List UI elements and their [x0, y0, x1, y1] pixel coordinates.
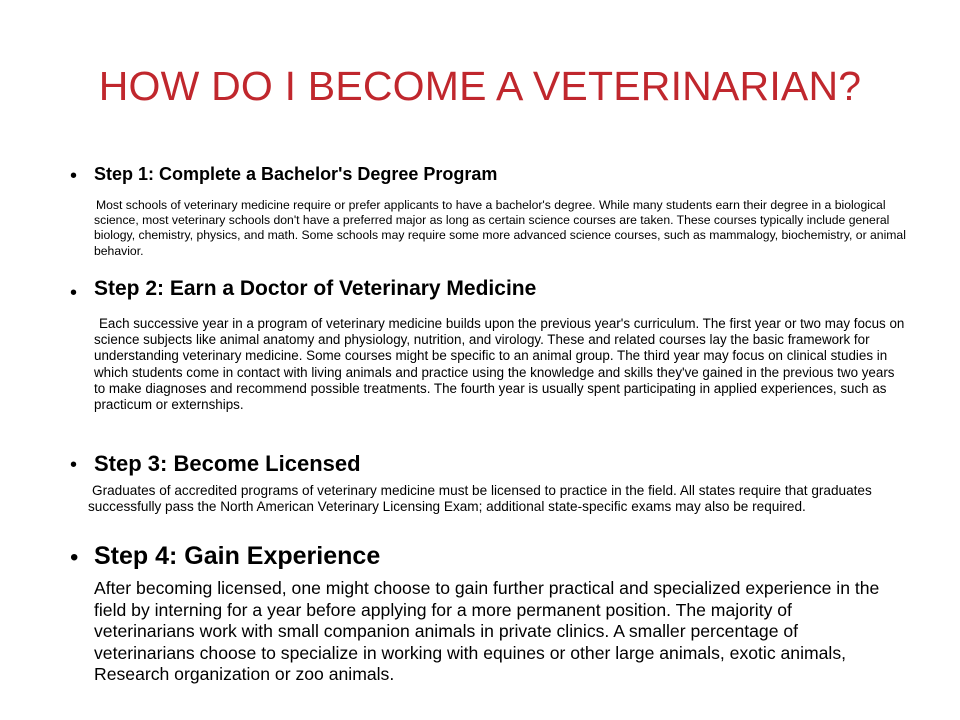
step-heading: Step 3: Become Licensed — [94, 451, 361, 476]
bullet-icon: • — [70, 165, 78, 187]
bullet-icon: • — [70, 282, 78, 304]
bullet-icon: • — [70, 454, 78, 476]
step-description — [94, 316, 909, 413]
step-description — [88, 483, 903, 515]
step-heading: Step 2: Earn a Doctor of Veterinary Medicine — [94, 277, 537, 300]
step-description-text: Each successive year in a program of veterinary medicine builds upon the previous year's curriculum. The first year or two may focus on science subjects like animal anatomy and physiology, nutrition, and virology. These and related courses lay the basic framework for understanding veterinary medicine. Some courses might be specific to an animal group. The third year may focus on clinical studies in which students come in contact with living animals and practice using the knowledge and skills they've gained in the previous two years to make diagnoses and recommend possible treatments. The fourth year is usually spent participating in applied experiences, such as practicum or externships. — [94, 316, 905, 413]
step-heading: Step 4: Gain Experience — [94, 542, 381, 570]
step-description-text: Most schools of veterinary medicine require or prefer applicants to have a bachelor's degree. While many students earn their degree in a biological science, most veterinary schools don't have a preferred major as long as certain science courses are taken. These courses typically include general biology, chemistry, physics, and math. Some schools may require some more advanced science courses, such as mammalogy, biochemistry, or animal behavior. — [94, 198, 906, 258]
step-heading: Step 1: Complete a Bachelor's Degree Program — [94, 164, 498, 184]
bullet-icon: • — [70, 544, 79, 571]
step-description: After becoming licensed, one might choose to gain further practical and specialized experience in the field by interning for a year before applying for a more permanent position. The majority of veterinarians work with small companion animals in private clinics. A smaller percentage of veterinarians choose to specialize in working with equines or other large animals, exotic animals, Research organization or zoo animals. — [94, 578, 880, 685]
step-description — [94, 198, 909, 259]
step-description-text: Graduates of accredited programs of veterinary medicine must be licensed to practice in the field. All states require that graduates successfully pass the North American Veterinary Licensing Exam; additional state-specific exams may also be required. — [88, 483, 872, 515]
slide-title: HOW DO I BECOME A VETERINARIAN? — [98, 63, 862, 109]
